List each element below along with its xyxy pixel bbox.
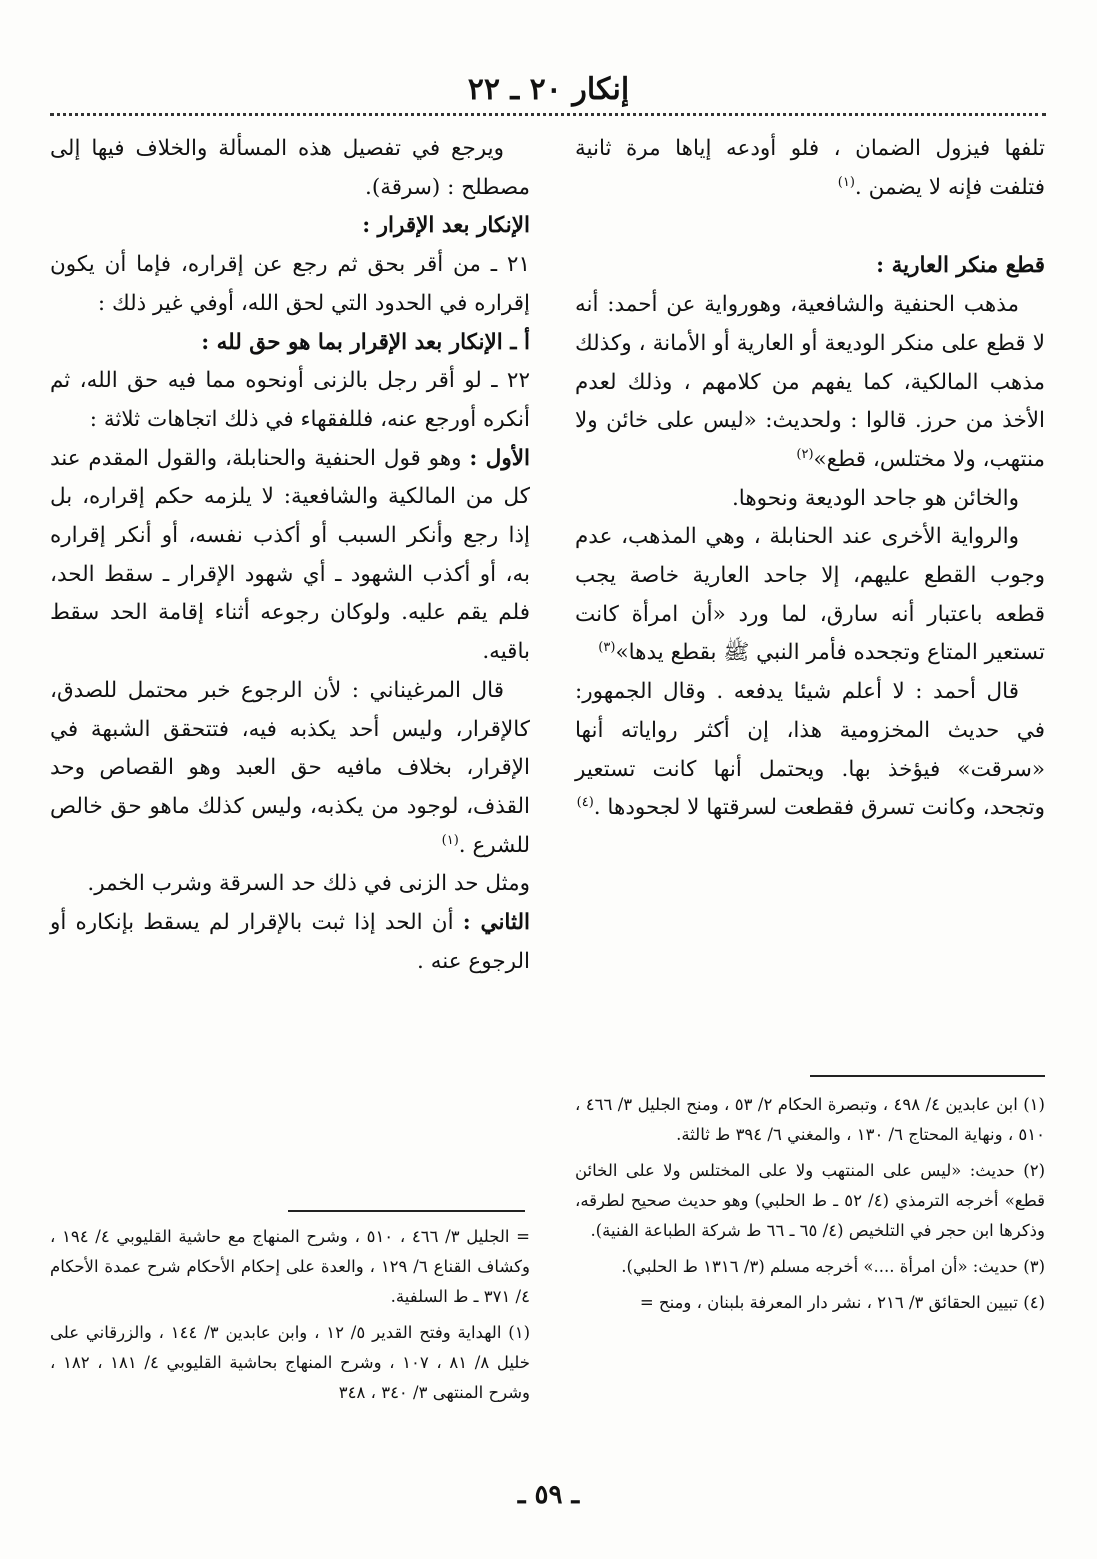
footnote: (٢) حديث: «ليس على المنتهب ولا على المختلس ولا على الخائن قطع» أخرجه الترمذي (٤/ ٥٢ ـ ط الحلبي) وهو حديث صحيح لطرقه، وذكرها ابن حجر في التلخيص (٤/ ٦٥ ـ ٦٦ ط شركة الطباعة الفنية). bbox=[575, 1161, 1045, 1240]
section-heading: أ ـ الإنكار بعد الإقرار بما هو حق لله : bbox=[201, 329, 530, 355]
right-footnotes bbox=[575, 1090, 1045, 1324]
paragraph: والرواية الأخرى عند الحنابلة ، وهي المذهب، عدم وجوب القطع عليهم، إلا جاحد العارية خاصة يجب قطعه باعتبار أنه سارق، لما ورد «أن امرأة كانت تستعير المتاع وتجحده فأمر النبي ﷺ بقطع يدها»$^{(٣)}$ bbox=[575, 524, 1045, 666]
left-footnote-rule bbox=[288, 1210, 525, 1212]
paragraph: الثاني : أن الحد إذا ثبت بالإقرار لم يسقط بإنكاره أو الرجوع عنه . bbox=[50, 910, 530, 974]
section-heading: الإنكار بعد الإقرار : bbox=[362, 213, 530, 239]
paragraph: قال أحمد : لا أعلم شيئا يدفعه . وقال الجمهور: في حديث المخزومية هذا، إن أكثر رواياته أنها «سرقت» فيؤخذ بها. ويحتمل أنها كانت تستعير وتجحد، وكانت تسرق فقطعت لسرقتها لا لجحودها .$^{(٤)}$ bbox=[575, 679, 1045, 821]
footnote: (٣) حديث: «أن امرأة ....» أخرجه مسلم (٣/ ١٣١٦ ط الحلبي). bbox=[621, 1257, 1045, 1276]
paragraph: الأول : وهو قول الحنفية والحنابلة، والقول المقدم عند كل من المالكية والشافعية: لا يلزمه حكم إقراره، بل إذا رجع وأنكر السبب أو أكذب نفسه، أو أنكر إقراره به، أو أكذب الشهود ـ أي شهود الإقرار ـ سقط الحد، فلم يقم عليه. ولوكان رجوعه أثناء إقامة الحد سقط باقيه. bbox=[50, 445, 530, 665]
paragraph: ٢٢ ـ لو أقر رجل بالزنى أونحوه مما فيه حق الله، ثم أنكره أورجع عنه، فللفقهاء في ذلك اتجاهات ثلاثة : bbox=[50, 368, 530, 432]
page-number: ـ ٥٩ ـ bbox=[517, 1480, 580, 1510]
section-heading: قطع منكر العارية : bbox=[876, 253, 1045, 279]
paragraph: ومثل حد الزنى في ذلك حد السرقة وشرب الخمر. bbox=[87, 871, 530, 897]
left-column bbox=[50, 130, 530, 981]
footnote: = الجليل ٣/ ٤٦٦ ، ٥١٠ ، وشرح المنهاج مع حاشية القليوبي ٤/ ١٩٤ ، وكشاف القناع ٦/ ١٢٩ ، والعدة على إحكام الأحكام شرح عمدة الأحكام ٤/ ٣٧١ ـ ط السلفية. bbox=[50, 1227, 530, 1306]
paragraph: مذهب الحنفية والشافعية، وهورواية عن أحمد: أنه لا قطع على منكر الوديعة أو العارية أو الأمانة ، وكذلك مذهب المالكية، كما يفهم من كلامهم ، وذلك لعدم الأخذ من حرز. قالوا : ولحديث: «ليس على خائن ولا منتهب، ولا مختلس، قطع»$^{(٢)}$ bbox=[575, 292, 1045, 472]
right-footnote-rule bbox=[810, 1075, 1045, 1077]
paragraph: ٢١ ـ من أقر بحق ثم رجع عن إقراره، فإما أن يكون إقراره في الحدود التي لحق الله، أوفي غير ذلك : bbox=[50, 252, 531, 316]
paragraph: والخائن هو جاحد الوديعة ونحوها. bbox=[731, 485, 1019, 511]
page-header-title: إنكار ٢٠ ـ ٢٢ bbox=[467, 72, 630, 107]
paragraph: تلفها فيزول الضمان ، فلو أودعه إياها مرة ثانية فتلفت فإنه لا يضمن .$^{(١)}$ bbox=[575, 136, 1045, 200]
paragraph: قال المرغيناني : لأن الرجوع خبر محتمل للصدق، كالإقرار، وليس أحد يكذبه فيه، فتتحقق الشبهة في الإقرار، بخلاف مافيه حق العبد وهو القصاص وحد القذف، لوجود من يكذبه، وليس كذلك ماهو حق خالص للشرع .$^{(١)}$ bbox=[50, 677, 530, 858]
header-dotted-rule bbox=[50, 113, 1046, 116]
left-footnotes bbox=[50, 1222, 530, 1414]
right-column bbox=[575, 130, 1045, 828]
paragraph: ويرجع في تفصيل هذه المسألة والخلاف فيها إلى مصطلح : (سرقة). bbox=[50, 136, 530, 200]
footnote: (١) ابن عابدين ٤/ ٤٩٨ ، وتبصرة الحكام ٢/ ٥٣ ، ومنح الجليل ٣/ ٤٦٦ ، ٥١٠ ، ونهاية المحتاج ٦/ ١٣٠ ، والمغني ٦/ ٣٩٤ ط ثالثة. bbox=[575, 1095, 1045, 1144]
footnote: (١) الهداية وفتح القدير ٥/ ١٢ ، وابن عابدين ٣/ ١٤٤ ، والزرقاني على خليل ٨/ ٨١ ، ١٠٧ ، وشرح المنهاج بحاشية القليوبي ٤/ ١٨١ ، ١٨٢ ، وشرح المنتهى ٣/ ٣٤٠ ، ٣٤٨ bbox=[50, 1323, 530, 1402]
footnote: (٤) تبيين الحقائق ٣/ ٢١٦ ، نشر دار المعرفة بلبنان ، ومنح = bbox=[639, 1293, 1045, 1312]
